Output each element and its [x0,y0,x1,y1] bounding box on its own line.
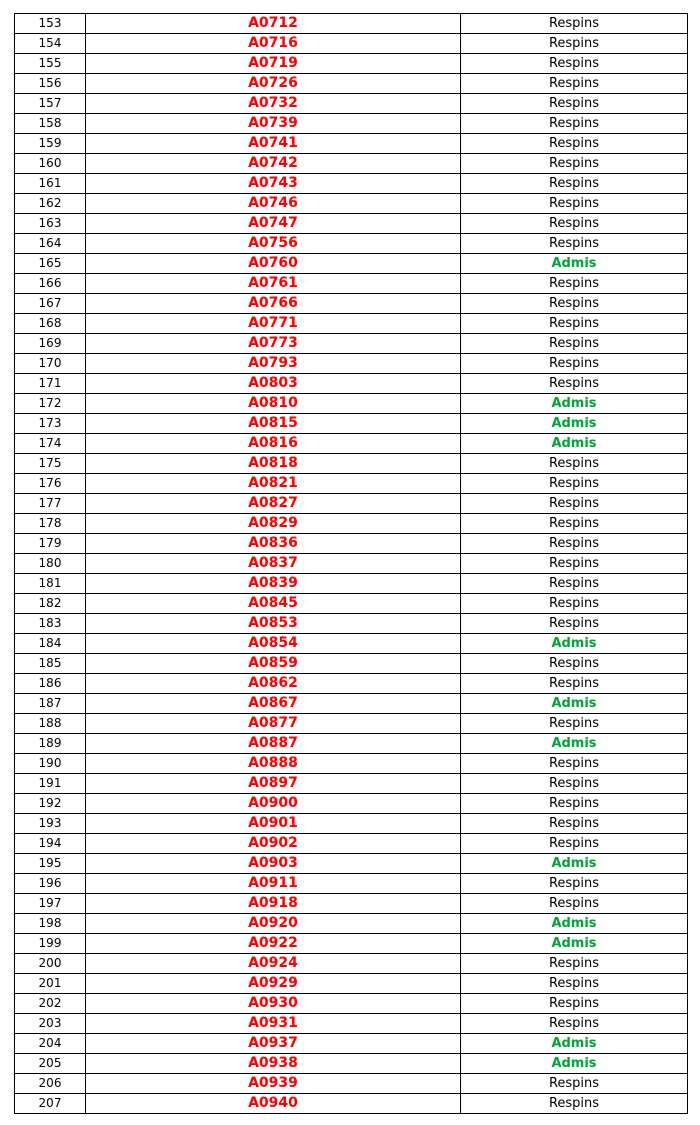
candidate-code-cell: A0918 [86,894,461,914]
result-status-cell: Respins [461,594,688,614]
candidate-code-cell: A0816 [86,434,461,454]
table-row [15,34,688,54]
table-row [15,574,688,594]
result-status-cell: Respins [461,1094,688,1114]
row-number-cell: 182 [15,594,86,614]
result-status-cell: Respins [461,554,688,574]
row-number-cell: 170 [15,354,86,374]
table-row [15,54,688,74]
row-number-cell: 193 [15,814,86,834]
result-status-cell: Respins [461,794,688,814]
candidate-code-cell: A0867 [86,694,461,714]
result-status-cell: Respins [461,114,688,134]
row-number-cell: 185 [15,654,86,674]
candidate-code-cell: A0839 [86,574,461,594]
candidate-code-cell: A0747 [86,214,461,234]
table-row [15,994,688,1014]
result-status-cell: Respins [461,134,688,154]
row-number-cell: 191 [15,774,86,794]
row-number-cell: 154 [15,34,86,54]
result-status-cell: Respins [461,194,688,214]
result-status-cell: Respins [461,54,688,74]
row-number-cell: 155 [15,54,86,74]
table-row [15,794,688,814]
table-row [15,474,688,494]
candidate-code-cell: A0924 [86,954,461,974]
result-status-cell: Admis [461,934,688,954]
row-number-cell: 165 [15,254,86,274]
candidate-code-cell: A0939 [86,1074,461,1094]
table-row [15,234,688,254]
candidate-code-cell: A0877 [86,714,461,734]
candidate-code-cell: A0836 [86,534,461,554]
candidate-code-cell: A0887 [86,734,461,754]
table-row [15,894,688,914]
row-number-cell: 179 [15,534,86,554]
result-status-cell: Respins [461,334,688,354]
row-number-cell: 161 [15,174,86,194]
table-row [15,454,688,474]
row-number-cell: 157 [15,94,86,114]
row-number-cell: 198 [15,914,86,934]
table-row [15,754,688,774]
candidate-code-cell: A0911 [86,874,461,894]
row-number-cell: 178 [15,514,86,534]
row-number-cell: 174 [15,434,86,454]
result-status-cell: Admis [461,414,688,434]
row-number-cell: 160 [15,154,86,174]
table-row [15,594,688,614]
row-number-cell: 196 [15,874,86,894]
table-row [15,154,688,174]
row-number-cell: 183 [15,614,86,634]
candidate-code-cell: A0931 [86,1014,461,1034]
result-status-cell: Respins [461,994,688,1014]
candidate-code-cell: A0902 [86,834,461,854]
candidate-code-cell: A0837 [86,554,461,574]
candidate-code-cell: A0854 [86,634,461,654]
table-row [15,314,688,334]
result-status-cell: Respins [461,314,688,334]
row-number-cell: 172 [15,394,86,414]
candidate-code-cell: A0719 [86,54,461,74]
table-row [15,694,688,714]
candidate-code-cell: A0810 [86,394,461,414]
candidate-code-cell: A0940 [86,1094,461,1114]
table-row [15,614,688,634]
row-number-cell: 168 [15,314,86,334]
table-row [15,174,688,194]
row-number-cell: 175 [15,454,86,474]
candidate-code-cell: A0903 [86,854,461,874]
result-status-cell: Respins [461,214,688,234]
candidate-code-cell: A0920 [86,914,461,934]
table-row [15,14,688,34]
row-number-cell: 199 [15,934,86,954]
row-number-cell: 207 [15,1094,86,1114]
row-number-cell: 163 [15,214,86,234]
row-number-cell: 169 [15,334,86,354]
result-status-cell: Respins [461,534,688,554]
row-number-cell: 156 [15,74,86,94]
table-row [15,1054,688,1074]
row-number-cell: 167 [15,294,86,314]
table-row [15,554,688,574]
candidate-code-cell: A0900 [86,794,461,814]
result-status-cell: Respins [461,514,688,534]
table-row [15,514,688,534]
row-number-cell: 187 [15,694,86,714]
table-row [15,434,688,454]
candidate-code-cell: A0829 [86,514,461,534]
result-status-cell: Respins [461,614,688,634]
result-status-cell: Respins [461,874,688,894]
row-number-cell: 186 [15,674,86,694]
row-number-cell: 176 [15,474,86,494]
row-number-cell: 173 [15,414,86,434]
result-status-cell: Admis [461,394,688,414]
candidate-code-cell: A0888 [86,754,461,774]
table-row [15,714,688,734]
row-number-cell: 202 [15,994,86,1014]
row-number-cell: 195 [15,854,86,874]
table-row [15,974,688,994]
candidate-code-cell: A0930 [86,994,461,1014]
result-status-cell: Respins [461,234,688,254]
candidate-code-cell: A0859 [86,654,461,674]
row-number-cell: 159 [15,134,86,154]
result-status-cell: Admis [461,434,688,454]
result-status-cell: Respins [461,154,688,174]
row-number-cell: 162 [15,194,86,214]
result-status-cell: Respins [461,474,688,494]
result-status-cell: Respins [461,74,688,94]
result-status-cell: Admis [461,694,688,714]
row-number-cell: 204 [15,1034,86,1054]
candidate-code-cell: A0761 [86,274,461,294]
row-number-cell: 164 [15,234,86,254]
row-number-cell: 203 [15,1014,86,1034]
candidate-code-cell: A0938 [86,1054,461,1074]
candidate-code-cell: A0766 [86,294,461,314]
candidate-code-cell: A0901 [86,814,461,834]
table-row [15,734,688,754]
row-number-cell: 205 [15,1054,86,1074]
candidate-code-cell: A0741 [86,134,461,154]
table-row [15,214,688,234]
result-status-cell: Respins [461,654,688,674]
table-row [15,914,688,934]
candidate-code-cell: A0793 [86,354,461,374]
row-number-cell: 197 [15,894,86,914]
row-number-cell: 181 [15,574,86,594]
table-row [15,274,688,294]
result-status-cell: Respins [461,774,688,794]
table-row [15,634,688,654]
table-row [15,814,688,834]
result-status-cell: Admis [461,254,688,274]
candidate-code-cell: A0937 [86,1034,461,1054]
table-row [15,94,688,114]
result-status-cell: Respins [461,894,688,914]
table-row [15,1014,688,1034]
result-status-cell: Respins [461,274,688,294]
table-row [15,254,688,274]
candidate-code-cell: A0743 [86,174,461,194]
row-number-cell: 190 [15,754,86,774]
result-status-cell: Respins [461,374,688,394]
candidate-code-cell: A0818 [86,454,461,474]
candidate-code-cell: A0739 [86,114,461,134]
result-status-cell: Admis [461,914,688,934]
candidate-code-cell: A0827 [86,494,461,514]
table-row [15,854,688,874]
result-status-cell: Respins [461,814,688,834]
result-status-cell: Respins [461,674,688,694]
result-status-cell: Respins [461,714,688,734]
row-number-cell: 171 [15,374,86,394]
row-number-cell: 153 [15,14,86,34]
result-status-cell: Respins [461,174,688,194]
candidate-code-cell: A0771 [86,314,461,334]
candidate-code-cell: A0742 [86,154,461,174]
table-row [15,934,688,954]
candidate-code-cell: A0862 [86,674,461,694]
table-row [15,414,688,434]
row-number-cell: 158 [15,114,86,134]
candidate-code-cell: A0853 [86,614,461,634]
result-status-cell: Respins [461,454,688,474]
results-table [14,13,688,1114]
result-status-cell: Respins [461,94,688,114]
table-row [15,394,688,414]
result-status-cell: Respins [461,574,688,594]
result-status-cell: Admis [461,854,688,874]
row-number-cell: 184 [15,634,86,654]
row-number-cell: 177 [15,494,86,514]
result-status-cell: Admis [461,634,688,654]
table-row [15,294,688,314]
result-status-cell: Admis [461,734,688,754]
table-row [15,114,688,134]
result-status-cell: Respins [461,354,688,374]
result-status-cell: Admis [461,1034,688,1054]
row-number-cell: 180 [15,554,86,574]
result-status-cell: Respins [461,1074,688,1094]
row-number-cell: 200 [15,954,86,974]
result-status-cell: Respins [461,754,688,774]
table-row [15,194,688,214]
candidate-code-cell: A0821 [86,474,461,494]
table-row [15,1034,688,1054]
table-row [15,374,688,394]
result-status-cell: Admis [461,1054,688,1074]
candidate-code-cell: A0756 [86,234,461,254]
candidate-code-cell: A0712 [86,14,461,34]
table-row [15,674,688,694]
candidate-code-cell: A0897 [86,774,461,794]
row-number-cell: 166 [15,274,86,294]
result-status-cell: Respins [461,294,688,314]
table-row [15,334,688,354]
table-row [15,1074,688,1094]
candidate-code-cell: A0803 [86,374,461,394]
candidate-code-cell: A0815 [86,414,461,434]
table-row [15,1094,688,1114]
row-number-cell: 194 [15,834,86,854]
candidate-code-cell: A0845 [86,594,461,614]
result-status-cell: Respins [461,14,688,34]
candidate-code-cell: A0760 [86,254,461,274]
table-row [15,354,688,374]
row-number-cell: 192 [15,794,86,814]
table-row [15,774,688,794]
row-number-cell: 206 [15,1074,86,1094]
row-number-cell: 189 [15,734,86,754]
table-row [15,874,688,894]
result-status-cell: Respins [461,954,688,974]
table-row [15,834,688,854]
row-number-cell: 188 [15,714,86,734]
candidate-code-cell: A0726 [86,74,461,94]
row-number-cell: 201 [15,974,86,994]
candidate-code-cell: A0716 [86,34,461,54]
result-status-cell: Respins [461,834,688,854]
result-status-cell: Respins [461,494,688,514]
candidate-code-cell: A0922 [86,934,461,954]
table-row [15,134,688,154]
candidate-code-cell: A0746 [86,194,461,214]
candidate-code-cell: A0732 [86,94,461,114]
result-status-cell: Respins [461,1014,688,1034]
table-row [15,654,688,674]
result-status-cell: Respins [461,974,688,994]
table-row [15,494,688,514]
candidate-code-cell: A0929 [86,974,461,994]
result-status-cell: Respins [461,34,688,54]
table-row [15,534,688,554]
candidate-code-cell: A0773 [86,334,461,354]
table-row [15,954,688,974]
results-table-body [15,14,688,1114]
table-row [15,74,688,94]
